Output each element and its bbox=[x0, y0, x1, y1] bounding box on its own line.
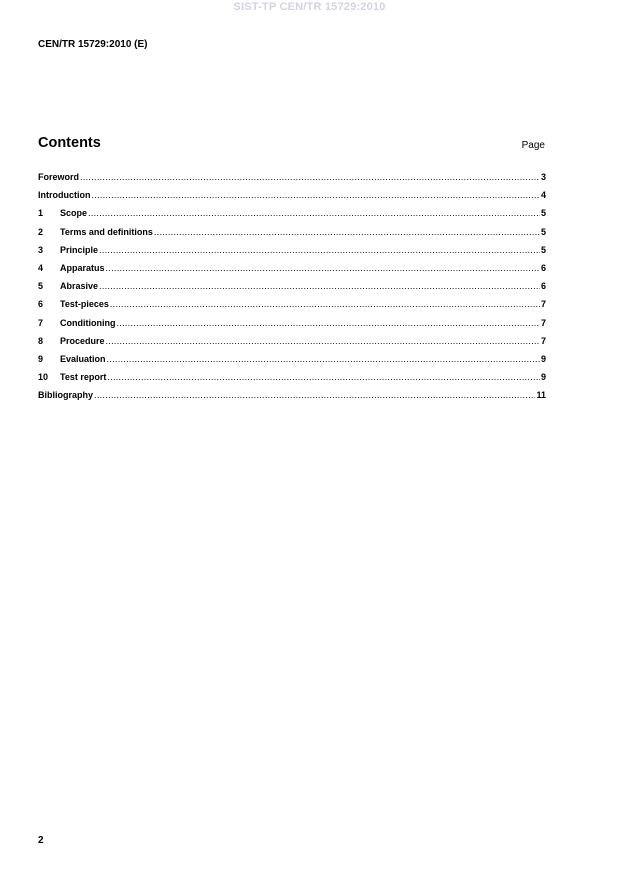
toc-entry-page: 7 bbox=[540, 335, 546, 346]
toc-entry-test-pieces[interactable] bbox=[38, 299, 546, 317]
toc-dot-leader bbox=[94, 390, 535, 400]
toc-entry-apparatus[interactable] bbox=[38, 263, 546, 281]
table-of-contents bbox=[38, 172, 546, 408]
toc-dot-leader bbox=[116, 318, 540, 328]
toc-entry-title: Conditioning bbox=[60, 317, 116, 328]
toc-entry-title: Foreword bbox=[38, 172, 80, 182]
toc-entry-title: Procedure bbox=[60, 335, 105, 346]
toc-entry-evaluation[interactable] bbox=[38, 354, 546, 372]
toc-entry-conditioning[interactable] bbox=[38, 318, 546, 336]
toc-entry-page: 5 bbox=[540, 208, 546, 219]
toc-entry-title: Scope bbox=[60, 208, 88, 219]
toc-dot-leader bbox=[107, 372, 540, 382]
toc-dot-leader bbox=[99, 281, 540, 291]
toc-dot-leader bbox=[107, 354, 540, 364]
toc-entry-number: 1 bbox=[38, 208, 44, 219]
toc-entry-terms-and-definitions[interactable] bbox=[38, 227, 546, 245]
toc-entry-foreword[interactable] bbox=[38, 172, 546, 190]
toc-entry-number: 2 bbox=[38, 226, 44, 237]
toc-entry-number: 3 bbox=[38, 244, 44, 255]
watermark-text: SIST-TP CEN/TR 15729:2010 bbox=[233, 1, 386, 13]
toc-entry-procedure[interactable] bbox=[38, 336, 546, 354]
toc-entry-title: Abrasive bbox=[60, 281, 99, 292]
toc-entry-page: 4 bbox=[540, 190, 546, 201]
toc-dot-leader bbox=[88, 208, 540, 218]
toc-dot-leader bbox=[106, 336, 540, 346]
toc-entry-scope[interactable] bbox=[38, 208, 546, 226]
toc-dot-leader bbox=[154, 227, 540, 237]
toc-entry-number: 6 bbox=[38, 299, 44, 310]
toc-dot-leader bbox=[106, 263, 540, 273]
toc-entry-number: 5 bbox=[38, 281, 44, 292]
toc-entry-title: Test-pieces bbox=[60, 299, 109, 310]
toc-entry-principle[interactable] bbox=[38, 245, 546, 263]
toc-entry-title: Test report bbox=[60, 372, 107, 383]
page-number-footer: 2 bbox=[38, 835, 44, 846]
toc-entry-page: 5 bbox=[540, 226, 546, 237]
toc-entry-number: 8 bbox=[38, 335, 44, 346]
toc-entry-test-report[interactable] bbox=[38, 372, 546, 390]
toc-entry-title: Apparatus bbox=[60, 262, 105, 273]
toc-dot-leader bbox=[99, 245, 540, 255]
toc-entry-page: 7 bbox=[540, 317, 546, 328]
toc-dot-leader bbox=[92, 190, 540, 200]
toc-entry-page: 3 bbox=[540, 172, 546, 182]
document-id-header: CEN/TR 15729:2010 (E) bbox=[38, 39, 148, 50]
toc-entry-number: 10 bbox=[38, 372, 49, 383]
toc-entry-page: 6 bbox=[540, 262, 546, 273]
toc-dot-leader bbox=[110, 299, 540, 309]
toc-entry-title: Principle bbox=[60, 244, 99, 255]
toc-dot-leader bbox=[80, 172, 540, 182]
toc-entry-page: 9 bbox=[540, 372, 546, 383]
toc-entry-number: 4 bbox=[38, 262, 44, 273]
toc-entry-bibliography[interactable] bbox=[38, 390, 546, 408]
page-column-label: Page bbox=[521, 140, 545, 151]
toc-entry-number: 9 bbox=[38, 353, 44, 364]
toc-entry-introduction[interactable] bbox=[38, 190, 546, 208]
toc-entry-title: Bibliography bbox=[38, 390, 94, 401]
toc-entry-page: 5 bbox=[540, 244, 546, 255]
toc-entry-abrasive[interactable] bbox=[38, 281, 546, 299]
toc-entry-page: 11 bbox=[536, 390, 546, 401]
toc-entry-page: 9 bbox=[540, 353, 546, 364]
contents-heading: Contents bbox=[38, 135, 101, 151]
toc-entry-title: Terms and definitions bbox=[60, 226, 153, 237]
toc-entry-number: 7 bbox=[38, 317, 44, 328]
toc-entry-title: Evaluation bbox=[60, 353, 106, 364]
toc-entry-title: Introduction bbox=[38, 190, 91, 201]
toc-entry-page: 7 bbox=[540, 299, 546, 310]
toc-entry-page: 6 bbox=[540, 281, 546, 292]
